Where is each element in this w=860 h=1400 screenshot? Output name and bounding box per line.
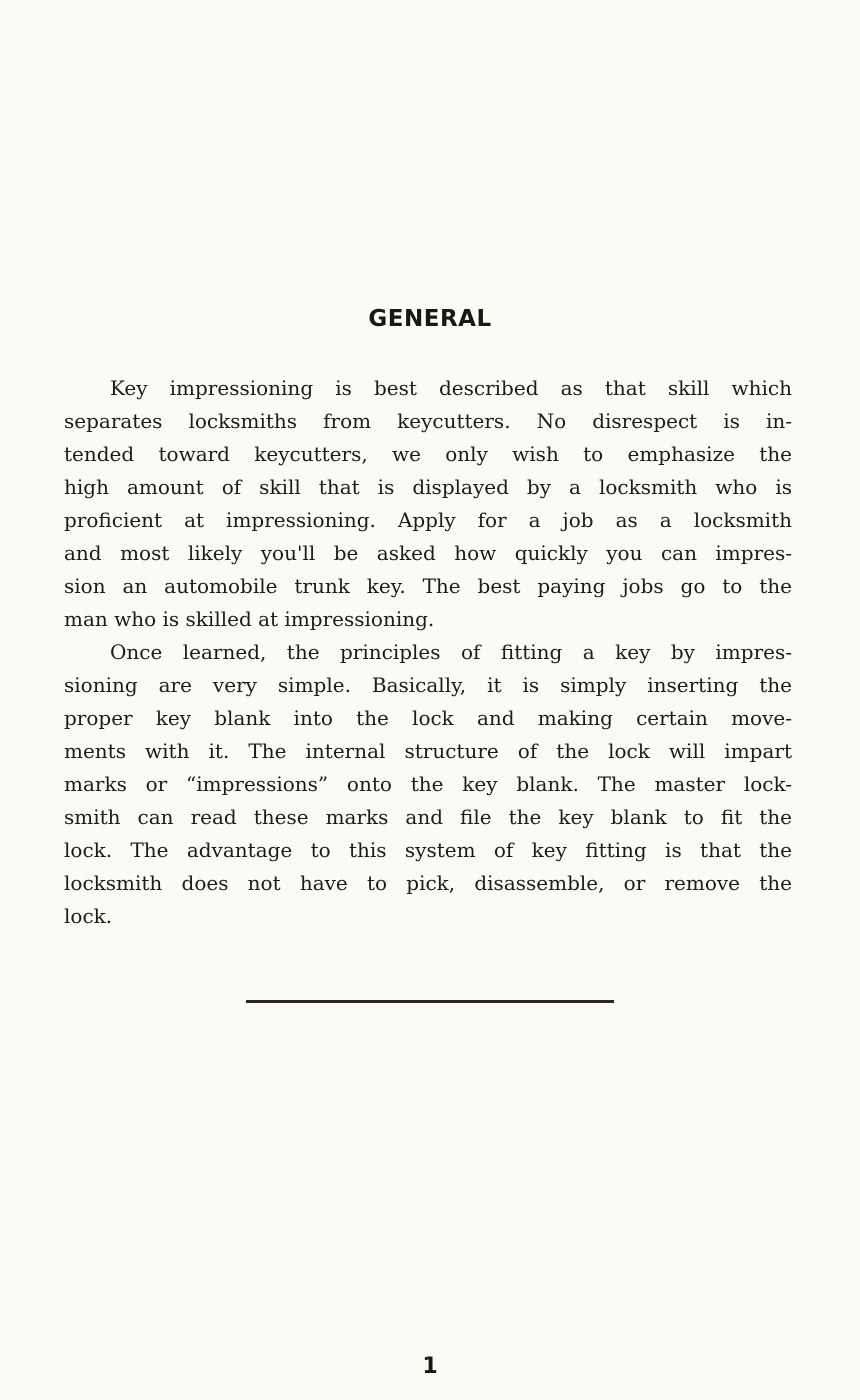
text-line: separates locksmiths from keycutters. No disrespect is in- [64, 409, 792, 433]
text-line: Once learned, the principles of fitting a key by impres- [110, 640, 792, 664]
page-number: 1 [422, 1354, 438, 1379]
text-line: tended toward keycutters, we only wish to emphasize the [64, 442, 792, 466]
text-line: lock. The advantage to this system of key fitting is that the [64, 838, 792, 862]
text-line: lock. [64, 904, 113, 928]
section-heading: GENERAL [368, 306, 492, 332]
text-line: sioning are very simple. Basically, it is simply inserting the [64, 673, 792, 697]
body-text [64, 372, 792, 933]
paragraph-1 [64, 372, 792, 636]
text-line: sion an automobile trunk key. The best paying jobs go to the [64, 574, 792, 598]
text-line: locksmith does not have to pick, disassemble, or remove the [64, 871, 792, 895]
text-line: and most likely you'll be asked how quickly you can impres- [64, 541, 792, 565]
paragraph-2 [64, 636, 792, 933]
section-divider [246, 1000, 614, 1003]
text-line: proficient at impressioning. Apply for a job as a locksmith [64, 508, 792, 532]
text-line: man who is skilled at impressioning. [64, 607, 435, 631]
text-line: high amount of skill that is displayed by a locksmith who is [64, 475, 792, 499]
text-line: smith can read these marks and file the key blank to fit the [64, 805, 792, 829]
text-line: marks or “impressions” onto the key blank. The master lock- [64, 772, 792, 796]
text-line: Key impressioning is best described as that skill which [110, 376, 792, 400]
text-line: ments with it. The internal structure of the lock will impart [64, 739, 792, 763]
text-line: proper key blank into the lock and making certain move- [64, 706, 792, 730]
